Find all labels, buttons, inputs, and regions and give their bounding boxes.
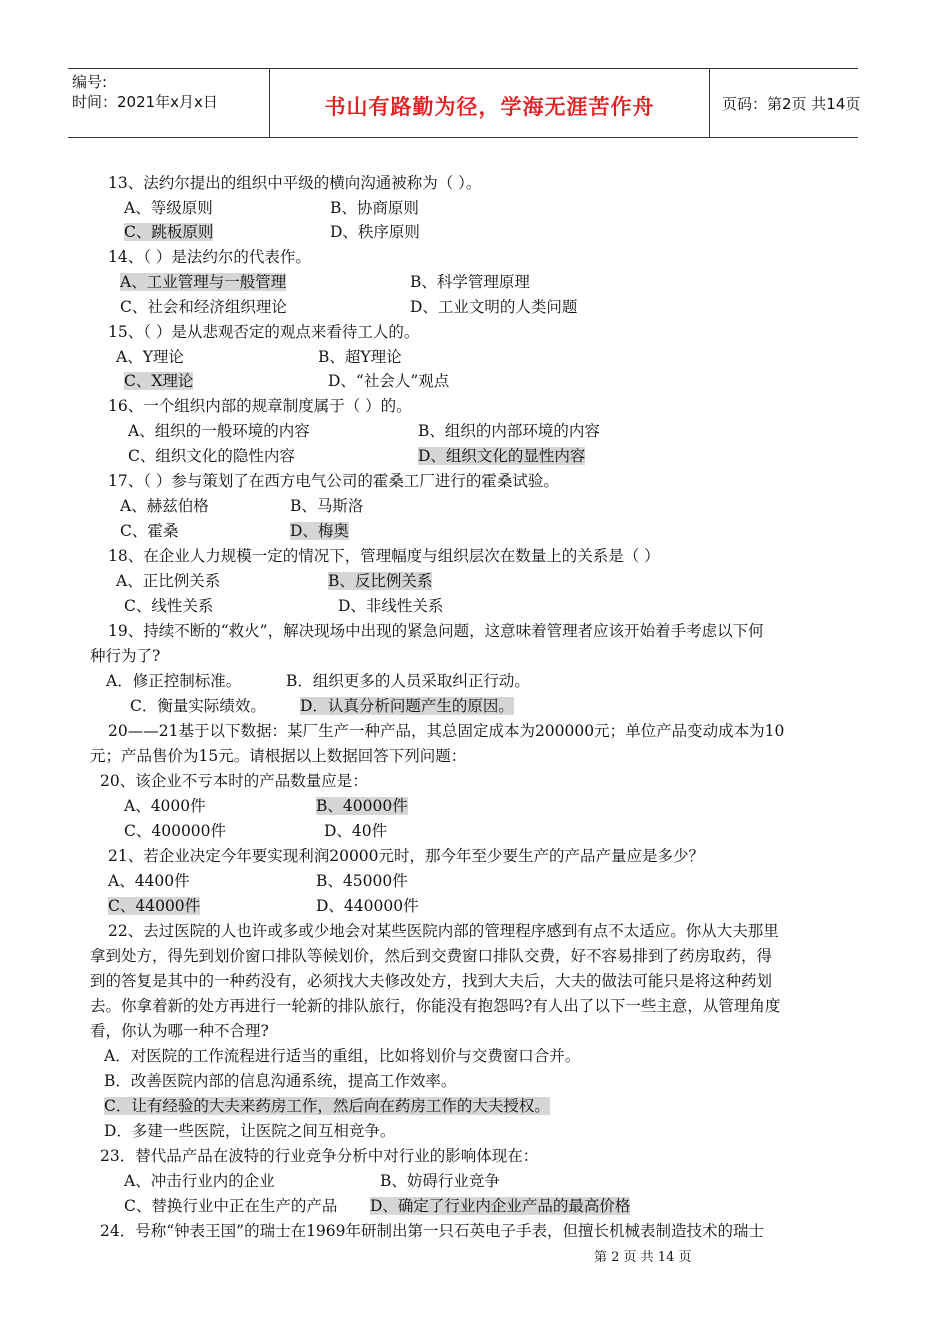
line-text: C、社会和经济组织理论: [120, 298, 287, 316]
text-line: [104, 1095, 550, 1117]
text-line: [108, 870, 190, 892]
text-line: [90, 1020, 269, 1042]
line-text: D．多建一些医院，让医院之间互相竞争。: [104, 1122, 396, 1140]
text-line: [108, 545, 660, 567]
text-line: [124, 197, 213, 219]
line-text: 13、法约尔提出的组织中平级的横向沟通被称为（ ）。: [108, 174, 482, 192]
line-text: A．对医院的工作流程进行适当的重组，比如将划价与交费窗口合并。: [104, 1047, 581, 1065]
text-line: [108, 895, 200, 917]
line-text: D、工业文明的人类问题: [410, 298, 578, 316]
text-line: [108, 395, 412, 417]
text-line: [316, 895, 419, 917]
text-line: [108, 470, 559, 492]
text-line: [104, 1070, 456, 1092]
text-line: [124, 795, 206, 817]
line-text: B、科学管理原理: [410, 273, 530, 291]
text-line: [290, 520, 349, 542]
text-line: [90, 995, 780, 1017]
highlighted-answer: A、工业管理与一般管理: [120, 273, 287, 291]
text-line: [90, 645, 160, 667]
text-line: [120, 296, 287, 318]
line-text: B、协商原则: [330, 199, 419, 217]
line-text: A．修正控制标准。: [106, 672, 242, 690]
line-text: A、4000件: [124, 797, 206, 815]
line-text: B、马斯洛: [290, 497, 364, 515]
highlighted-answer: D．认真分析问题产生的原因。: [300, 697, 514, 715]
text-line: [100, 1145, 538, 1167]
page-header: [68, 68, 861, 138]
text-line: [328, 570, 432, 592]
time-label: 时间：2021年x月x日: [72, 93, 218, 111]
text-line: [124, 1170, 275, 1192]
line-text: 元；产品售价为15元。请根据以上数据回答下列问题：: [90, 747, 467, 765]
text-line: [124, 820, 226, 842]
line-text: D、440000件: [316, 897, 419, 915]
line-text: 17、（ ）参与策划了在西方电气公司的霍桑工厂进行的霍桑试验。: [108, 472, 559, 490]
text-line: [330, 221, 420, 243]
line-text: 拿到处方，得先到划价窗口排队等候划价，然后到交费窗口排队交费，好不容易排到了药房取药，得: [90, 947, 773, 965]
line-text: D、40件: [324, 822, 388, 840]
highlighted-answer: D、组织文化的显性内容: [418, 447, 586, 465]
line-text: 到的答复是其中的一种药没有，必须找大夫修改处方，找到大夫后，大夫的做法可能只是将这种药划: [90, 972, 773, 990]
highlighted-answer: C、X理论: [124, 372, 194, 390]
text-line: [124, 595, 213, 617]
text-line: [324, 820, 387, 842]
text-line: [116, 570, 220, 592]
text-line: [124, 1195, 337, 1217]
line-text: A、赫兹伯格: [120, 497, 209, 515]
highlighted-answer: B、40000件: [316, 797, 408, 815]
line-text: B、组织的内部环境的内容: [418, 422, 600, 440]
text-line: [418, 420, 600, 442]
line-text: D、秩序原则: [330, 223, 420, 241]
text-line: [328, 370, 449, 392]
line-text: 20——21基于以下数据：某厂生产一种产品，其总固定成本为200000元；单位产品变动成本为10: [108, 722, 785, 740]
header-meta-cell: [68, 69, 270, 137]
line-text: A、冲击行业内的企业: [124, 1172, 275, 1190]
text-line: [130, 695, 266, 717]
text-line: [120, 271, 286, 293]
header-page-cell: [710, 69, 861, 137]
text-line: [108, 172, 481, 194]
text-line: [124, 370, 193, 392]
text-line: [316, 795, 408, 817]
text-line: [120, 520, 178, 542]
line-text: B．改善医院内部的信息沟通系统，提高工作效率。: [104, 1072, 457, 1090]
line-text: 20、该企业不亏本时的产品数量应是：: [100, 772, 368, 790]
text-line: [318, 346, 402, 368]
text-line: [128, 445, 295, 467]
text-line: [100, 1220, 764, 1242]
text-line: [108, 321, 419, 343]
text-line: [124, 221, 213, 243]
line-text: B．组织更多的人员采取纠正行动。: [286, 672, 530, 690]
line-text: 去。你拿着新的处方再进行一轮新的排队旅行，你能没有抱怨吗?有人出了以下一些主意，从管理角度: [90, 997, 781, 1015]
text-line: [100, 770, 368, 792]
line-text: 19、持续不断的“救火”，解决现场中出现的紧急问题，这意味着管理者应该开始着手考虑以下何: [108, 622, 764, 640]
line-text: A、等级原则: [124, 199, 213, 217]
text-line: [90, 745, 466, 767]
highlighted-answer: D、确定了行业内企业产品的最高价格: [370, 1197, 631, 1215]
text-line: [410, 296, 577, 318]
text-line: [300, 695, 514, 717]
line-text: 14、（ ）是法约尔的代表作。: [108, 248, 311, 266]
text-line: [90, 970, 772, 992]
text-line: [380, 1170, 500, 1192]
serial-label: 编号:: [72, 73, 108, 91]
line-text: A、4400件: [108, 872, 190, 890]
line-text: 18、在企业人力规模一定的情况下，管理幅度与组织层次在数量上的关系是（ ）: [108, 547, 660, 565]
text-line: [108, 246, 311, 268]
text-line: [316, 870, 408, 892]
text-line: [330, 197, 419, 219]
line-text: C、霍桑: [120, 522, 179, 540]
line-text: B、45000件: [316, 872, 408, 890]
text-line: [338, 595, 443, 617]
line-text: A、组织的一般环境的内容: [128, 422, 310, 440]
line-text: 23．替代品产品在波特的行业竞争分析中对行业的影响体现在：: [100, 1147, 539, 1165]
text-line: [128, 420, 310, 442]
line-text: C、替换行业中正在生产的产品: [124, 1197, 338, 1215]
highlighted-answer: C、44000件: [108, 897, 201, 915]
line-text: 24．号称“钟表王国”的瑞士在1969年研制出第一只石英电子手表，但擅长机械表制造技术的瑞士: [100, 1222, 765, 1240]
text-line: [108, 845, 704, 867]
line-text: C、400000件: [124, 822, 227, 840]
text-line: [290, 495, 363, 517]
text-line: [418, 445, 585, 467]
text-line: [90, 945, 772, 967]
line-text: C、线性关系: [124, 597, 214, 615]
text-line: [108, 920, 779, 942]
header-motto-cell: [270, 69, 710, 137]
page-label: 页码：第2页 共14页: [722, 95, 861, 113]
text-line: [104, 1120, 395, 1142]
text-line: [116, 346, 184, 368]
motto-text: 书山有路勤为径，学海无涯苦作舟: [324, 95, 655, 119]
line-text: B、妨碍行业竞争: [380, 1172, 500, 1190]
line-text: 15、（ ）是从悲观否定的观点来看待工人的。: [108, 323, 420, 341]
text-line: [410, 271, 530, 293]
text-line: [108, 620, 764, 642]
line-text: 看，你认为哪一种不合理?: [90, 1022, 269, 1040]
line-text: 16、一个组织内部的规章制度属于（ ）的。: [108, 397, 412, 415]
text-line: [104, 1045, 580, 1067]
highlighted-answer: B、反比例关系: [328, 572, 433, 590]
text-line: [108, 720, 784, 742]
page-footer: 第 2 页 共 14 页: [594, 1250, 692, 1265]
text-line: [106, 670, 241, 692]
text-line: [286, 670, 530, 692]
highlighted-answer: C．让有经验的大夫来药房工作，然后向在药房工作的大夫授权。: [104, 1097, 550, 1115]
line-text: C、组织文化的隐性内容: [128, 447, 295, 465]
line-text: A、正比例关系: [116, 572, 221, 590]
line-text: 21、若企业决定今年要实现利润20000元时，那今年至少要生产的产品产量应是多少？: [108, 847, 705, 865]
highlighted-answer: C、跳板原则: [124, 223, 214, 241]
text-line: [370, 1195, 630, 1217]
line-text: D、非线性关系: [338, 597, 444, 615]
line-text: D、“社会人”观点: [328, 372, 450, 390]
highlighted-answer: D、梅奥: [290, 522, 349, 540]
line-text: B、超Y理论: [318, 348, 402, 366]
line-text: A、Y理论: [116, 348, 184, 366]
text-line: [120, 495, 209, 517]
line-text: C．衡量实际绩效。: [130, 697, 266, 715]
line-text: 22、去过医院的人也许或多或少地会对某些医院内部的管理程序感到有点不太适应。你从大夫那里: [108, 922, 779, 940]
line-text: 种行为了?: [90, 647, 161, 665]
